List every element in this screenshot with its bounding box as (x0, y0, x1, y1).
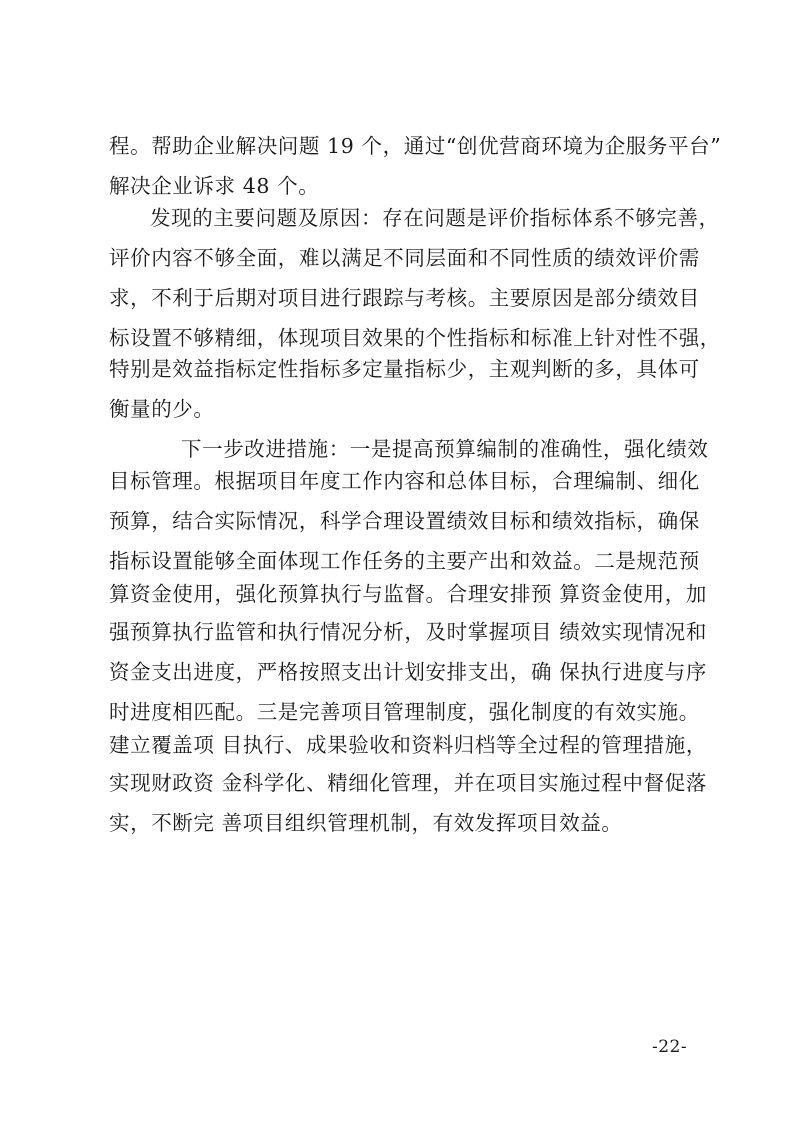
page-number: -22- (652, 1037, 688, 1057)
text-line: 指标设置能够全面体现工作任务的主要产出和效益。二是规范预 (109, 549, 700, 573)
text-line: 解决企业诉求 48 个。 (109, 174, 320, 198)
text-line: 时进度相匹配。三是完善项目管理制度，强化制度的有效实施。 (109, 700, 700, 724)
text-line: 下一步改进措施：一是提高预算编制的准确性，强化绩效 (181, 437, 709, 461)
text-line: 实，不断完 善项目组织管理机制，有效发挥项目效益。 (109, 811, 623, 835)
text-line: 特别是效益指标定性指标多定量指标少，主观判断的多，具体可 (109, 357, 700, 381)
text-line: 实现财政资 金科学化、精细化管理，并在项目实施过程中督促落 (109, 771, 707, 795)
text-line: 资金支出进度，严格按照支出计划安排支出，确 保执行进度与序 (109, 660, 707, 684)
text-line: 强预算执行监管和执行情况分析，及时掌握项目 绩效实现情况和 (109, 620, 707, 644)
text-line: 求，不利于后期对项目进行跟踪与考核。主要原因是部分绩效目 (109, 286, 700, 310)
text-line: 建立覆盖项 目执行、成果验收和资料归档等全过程的管理措施， (109, 733, 707, 757)
text-line: 标设置不够精细，体现项目效果的个性指标和标准上针对性不强， (109, 326, 721, 350)
text-line: 评价内容不够全面，难以满足不同层面和不同性质的绩效评价需 (109, 246, 700, 270)
text-line: 程。帮助企业解决问题 19 个，通过“创优营商环境为企服务平台” (109, 134, 722, 158)
text-line: 目标管理。根据项目年度工作内容和总体目标，合理编制、细化 (109, 469, 700, 493)
text-line: 算资金使用，强化预算执行与监督。合理安排预 算资金使用，加 (109, 582, 707, 606)
text-line: 发现的主要问题及原因：存在问题是评价指标体系不够完善， (150, 206, 720, 230)
text-line: 预算，结合实际情况，科学合理设置绩效目标和绩效指标，确保 (109, 509, 700, 533)
text-line: 衡量的少。 (109, 397, 215, 421)
